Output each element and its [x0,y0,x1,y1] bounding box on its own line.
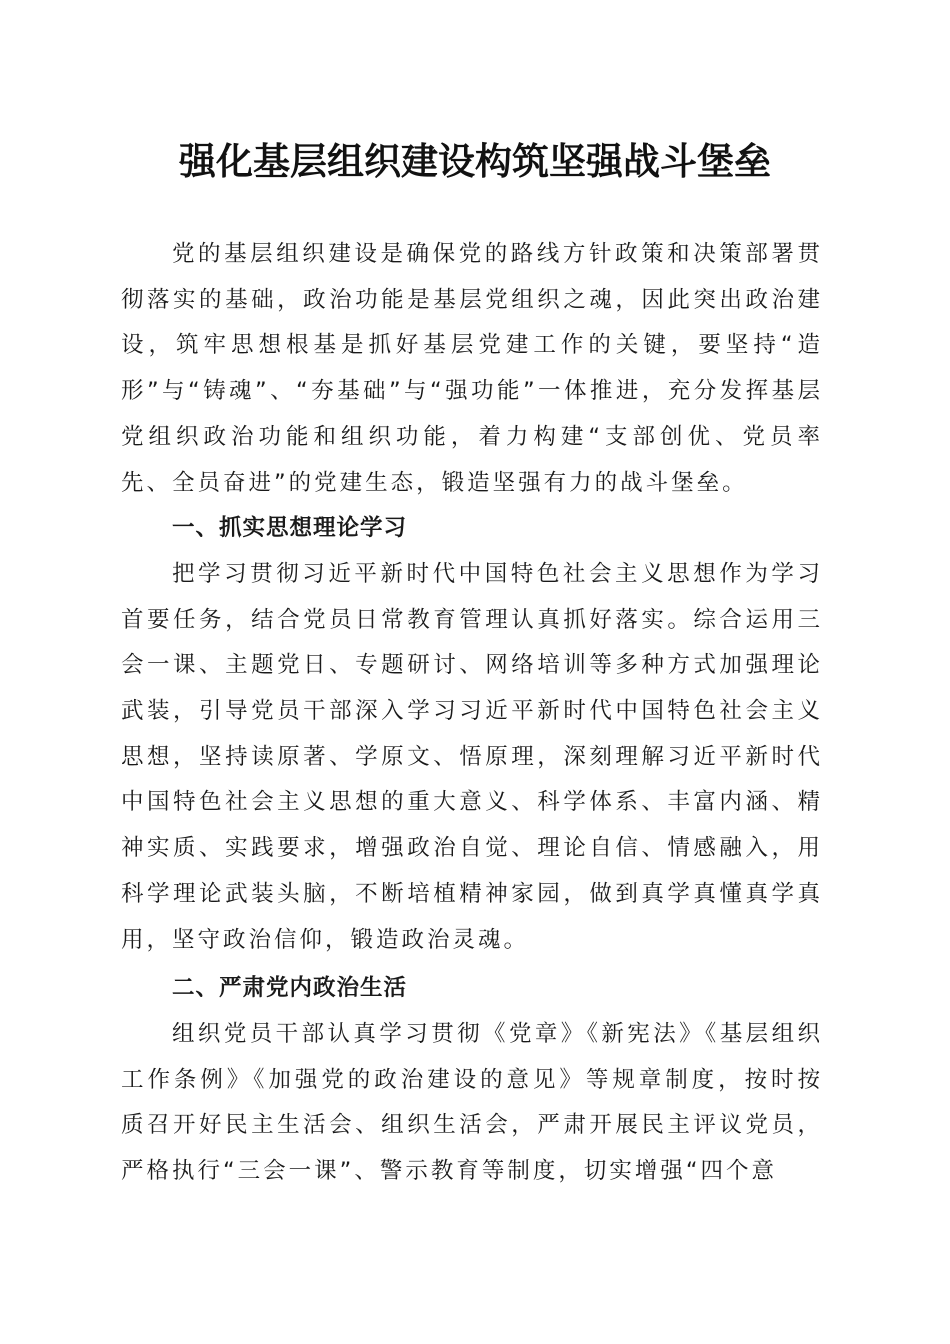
section-paragraph-2: 组织党员干部认真学习贯彻《党章》《新宪法》《基层组织工作条例》《加强党的政治建设的意见》等规章制度，按时按质召开好民主生活会、组织生活会，严肃开展民主评议党员，严格执行“三会一课”、警示教育等制度，切实增强“四个意 [121,1020,823,1185]
section-heading-1: 一、抓实思想理论学习 [172,515,408,542]
section-heading-2: 二、严肃党内政治生活 [172,975,408,1002]
document-body [121,232,823,1195]
intro-paragraph: 党的基层组织建设是确保党的路线方针政策和决策部署贯彻落实的基础，政治功能是基层党组织之魂，因此突出政治建设，筑牢思想根基是抓好基层党建工作的关键，要坚持“造形”与“铸魂”、“夯基础”与“强功能”一体推进，充分发挥基层党组织政治功能和组织功能，着力构建“支部创优、党员率先、全员奋进”的党建生态，锻造坚强有力的战斗堡垒。 [121,241,823,496]
document-title: 强化基层组织建设构筑坚强战斗堡垒 [179,139,771,183]
section-paragraph-1: 把学习贯彻习近平新时代中国特色社会主义思想作为学习首要任务，结合党员日常教育管理认真抓好落实。综合运用三会一课、主题党日、专题研讨、网络培训等多种方式加强理论武装，引导党员干部深入学习习近平新时代中国特色社会主义思想，坚持读原著、学原文、悟原理，深刻理解习近平新时代中国特色社会主义思想的重大意义、科学体系、丰富内涵、精神实质、实践要求，增强政治自觉、理论自信、情感融入，用科学理论武装头脑，不断培植精神家园，做到真学真懂真学真用，坚守政治信仰，锻造政治灵魂。 [121,560,823,953]
